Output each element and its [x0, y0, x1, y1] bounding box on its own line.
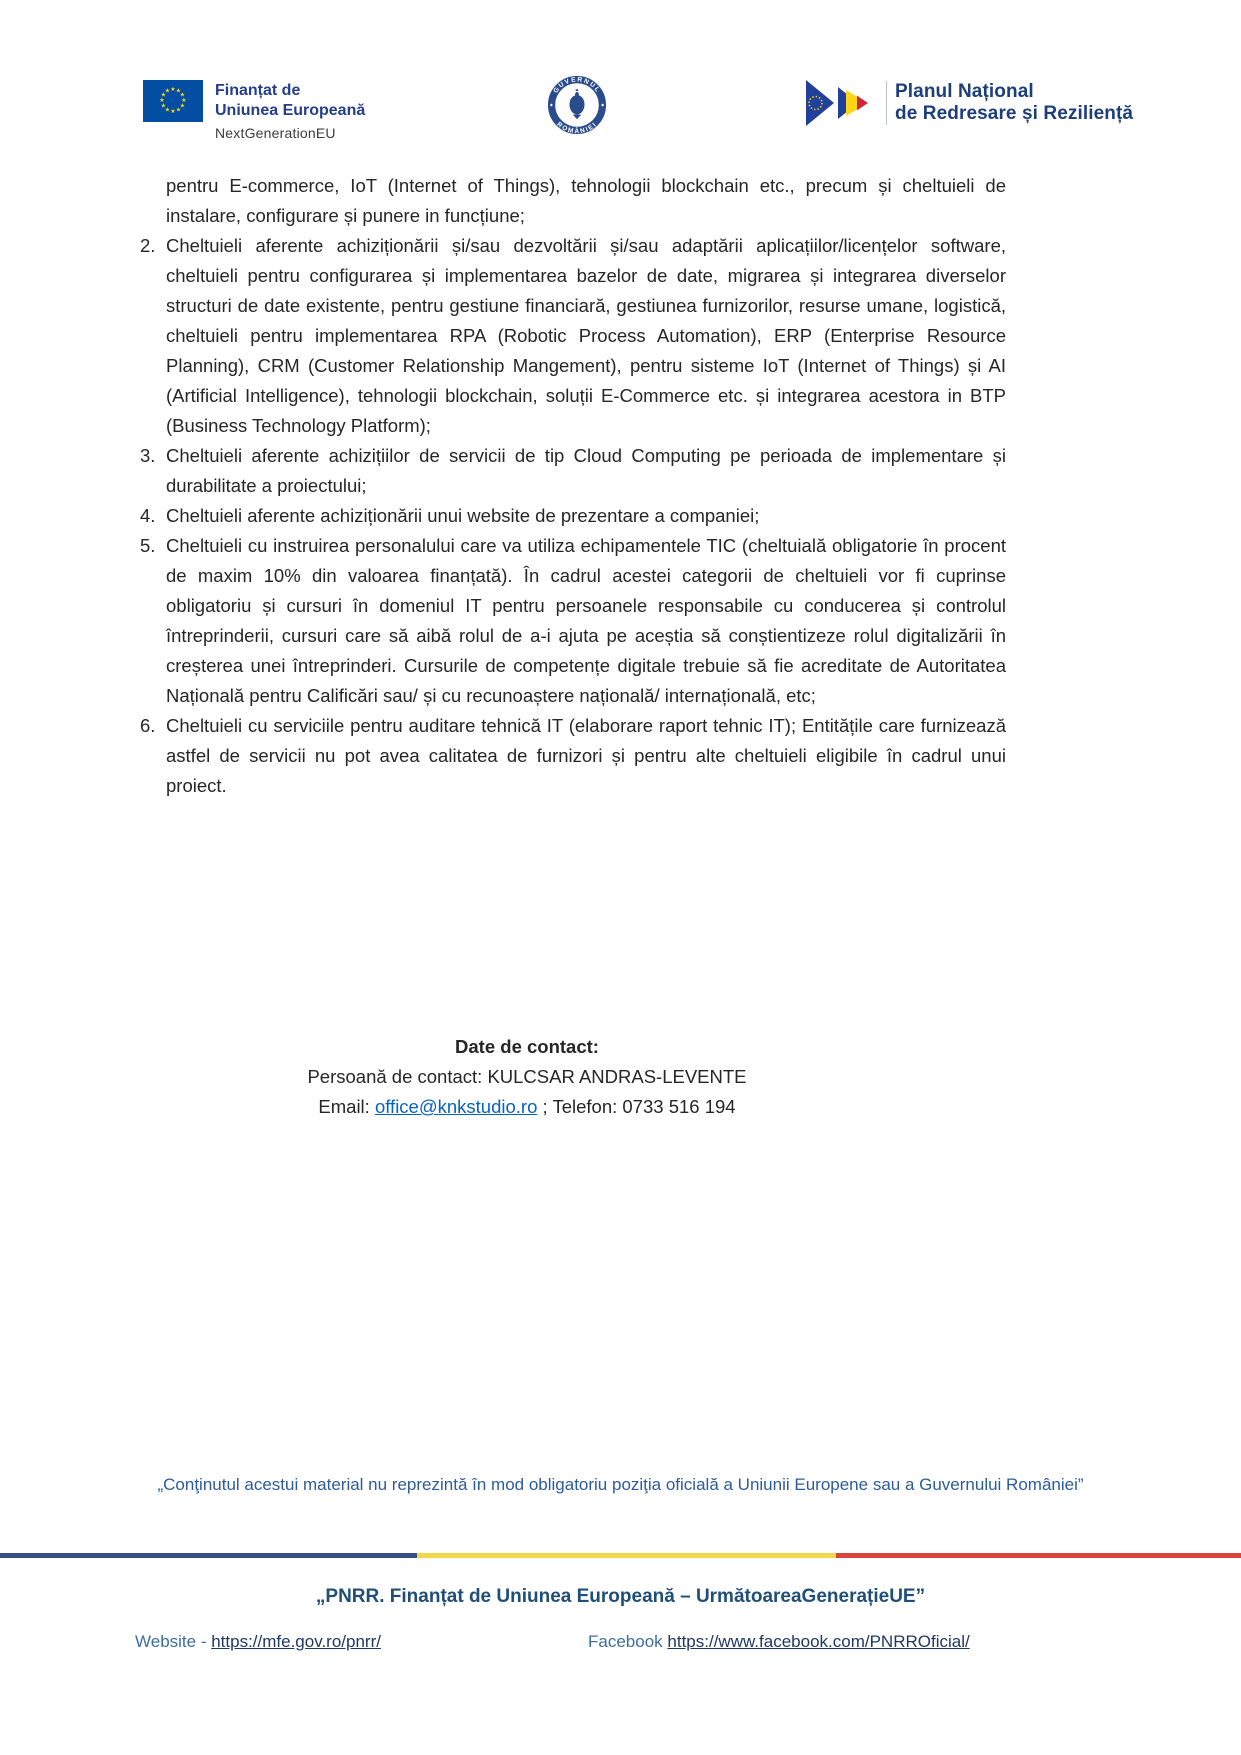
website-label: Website -: [135, 1632, 212, 1651]
svg-text:★: ★: [164, 106, 171, 114]
website-link[interactable]: https://mfe.gov.ro/pnrr/: [211, 1632, 381, 1651]
eu-logo-text: [215, 80, 365, 143]
seal-eagle-emblem: [569, 89, 584, 119]
item-text: Cheltuieli aferente achiziționării unui website de prezentare a companiei;: [166, 505, 760, 526]
item-text: Cheltuieli cu serviciile pentru auditare tehnică IT (elaborare raport tehnic IT); Entitățile care furnizează astfel de servicii nu pot avea calitatea de furnizori și pentru alte cheltuieli eligibile în cadrul unui proiect.: [166, 715, 1006, 796]
item-number: 2.: [140, 235, 156, 256]
item-text: Cheltuieli aferente achizițiilor de servicii de tip Cloud Computing pe perioada de implementare și durabilitate a proiectului;: [166, 445, 1006, 496]
eu-funded-logo: [143, 80, 365, 143]
telefon-text: ; Telefon: 0733 516 194: [537, 1096, 736, 1117]
svg-text:★: ★: [160, 91, 167, 99]
pnrr-logo-line1: Planul Național: [895, 81, 1034, 102]
svg-text:★: ★: [181, 97, 187, 104]
footer-links: [0, 1632, 1241, 1660]
list-item: [140, 501, 1006, 531]
contact-email-line: [0, 1092, 1054, 1122]
item-number: 4.: [140, 505, 156, 526]
facebook-line: [588, 1632, 970, 1652]
svg-text:GUVERNUL: [552, 76, 601, 94]
seal-text-top: GUVERNUL: [552, 76, 602, 95]
item-number: 3.: [140, 445, 156, 466]
svg-text:★: ★: [170, 108, 176, 115]
item-text: Cheltuieli aferente achiziționării și/sau dezvoltării și/sau adaptării aplicațiilor/licențelor software, cheltuieli pentru configurarea și implementarea bazelor de date, migrarea și integrarea diverselor structuri de date existente, pentru gestiune financiară, gestiunea furnizorilor, resurse umane, logistică, cheltuieli pentru implementarea RPA (Robotic Process Automation), ERP (Enterprise Resource Planning), CRM (Customer Relationship Mangement), pentru sisteme IoT (Internet of Things) și AI (Artificial Intelligence), tehnologii blockchain, soluții E-Commerce etc. și integrarea acestora in BTP (Business Technology Platform);: [166, 235, 1006, 436]
list-item: [140, 171, 1006, 231]
eu-logo-line2: Uniunea Europeană: [215, 102, 366, 119]
pnrr-logo-divider: [886, 81, 887, 125]
website-line: [135, 1632, 381, 1652]
svg-text:★: ★: [170, 86, 176, 93]
list-item: [140, 231, 1006, 441]
list-item: [140, 711, 1006, 801]
pnrr-triangles-icon: [806, 80, 878, 126]
disclaimer-text: „Conţinutul acestui material nu reprezintă în mod obligatoriu poziţia oficială a Uniunii Europene sau a Guvernului României”: [157, 1475, 1084, 1494]
tricolor-blue-segment: [0, 1553, 417, 1558]
tricolor-divider: [0, 1553, 1241, 1558]
tricolor-yellow-segment: [417, 1553, 836, 1558]
facebook-link[interactable]: https://www.facebook.com/PNRROficial/: [667, 1632, 970, 1651]
gov-romania-seal-icon: [548, 76, 606, 134]
eu-flag-icon: [143, 80, 203, 122]
list-item: [140, 531, 1006, 711]
svg-text:★: ★: [175, 87, 182, 95]
facebook-label: Facebook: [588, 1632, 668, 1651]
svg-text:★: ★: [164, 87, 171, 95]
svg-text:★: ★: [175, 106, 182, 114]
contact-block: [0, 1032, 1054, 1122]
svg-text:★: ★: [159, 97, 165, 104]
header: [0, 0, 1241, 160]
svg-text:★: ★: [160, 102, 167, 110]
contact-title: Date de contact:: [455, 1036, 599, 1057]
item-number: 6.: [140, 715, 156, 736]
item-text: pentru E-commerce, IoT (Internet of Things), tehnologii blockchain etc., precum și cheltuieli de instalare, configurare și punere in funcțiune;: [166, 175, 1006, 226]
pnrr-logo-text: [895, 81, 1133, 125]
eu-logo-line3: NextGenerationEU: [215, 125, 336, 141]
expense-list: [140, 171, 1006, 801]
item-number: 5.: [140, 535, 156, 556]
email-label: Email:: [318, 1096, 375, 1117]
contact-person: Persoană de contact: KULCSAR ANDRAS-LEVENTE: [307, 1066, 747, 1087]
item-number: [140, 171, 166, 231]
eu-logo-line1: Finanțat de: [215, 82, 301, 99]
tricolor-red-segment: [836, 1553, 1241, 1558]
seal-text-bottom: ROMÂNIEI: [555, 120, 599, 134]
email-link[interactable]: office@knkstudio.ro: [374, 1096, 538, 1117]
pnrr-logo-line2: de Redresare și Reziliență: [895, 103, 1134, 124]
pnrr-logo: [806, 80, 1133, 126]
footer-title: „PNRR. Finanțat de Uniunea Europeană – UrmătoareaGenerațieUE”: [315, 1586, 926, 1607]
list-item: [140, 441, 1006, 501]
svg-text:★: ★: [179, 102, 186, 110]
svg-text:★: ★: [179, 91, 186, 99]
item-text: Cheltuieli cu instruirea personalului care va utiliza echipamentele TIC (cheltuială obligatorie în procent de maxim 10% din valoarea finanțată). În cadrul acestei categorii de cheltuieli vor fi cuprinse obligatoriu și cursuri în domeniul IT pentru persoanele responsabile cu conducerea și controlul întreprinderii, cursuri care să aibă rolul de a-i ajuta pe aceștia să conștientizeze rolul digitalizării în creșterea unei întreprinderi. Cursurile de competențe digitale trebuie să fie acreditate de Autoritatea Națională pentru Calificări sau/ și cu recunoaștere națională/ internațională, etc;: [166, 535, 1006, 706]
